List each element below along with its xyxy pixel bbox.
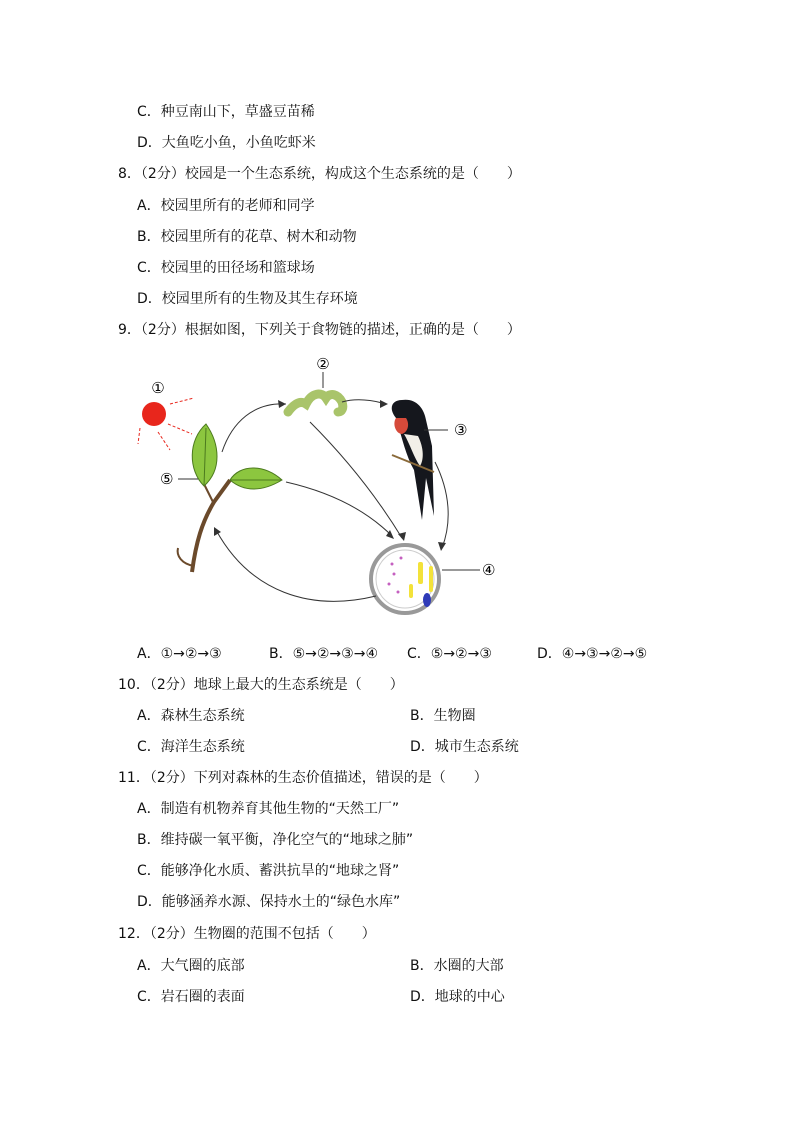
caterpillar-icon (288, 394, 343, 412)
q9-option-a[interactable]: A．①→②→③ (137, 646, 222, 662)
q10-option-b[interactable]: B．生物圈 (410, 708, 476, 724)
question-9-stem: 9．（2分）根据如图，下列关于食物链的描述，正确的是（ ） (118, 322, 521, 338)
q11-option-d[interactable]: D．能够涵养水源、保持水土的“绿色水库” (137, 894, 401, 910)
question-11-stem: 11．（2分）下列对森林的生态价值描述，错误的是（ ） (118, 770, 488, 786)
decomposers-circle-icon (371, 545, 439, 613)
q12-option-a[interactable]: A．大气圈的底部 (137, 958, 245, 974)
option-d-prev[interactable]: D．大鱼吃小鱼，小鱼吃虾米 (137, 135, 316, 151)
label-1: ① (151, 379, 165, 397)
label-4: ④ (482, 561, 496, 579)
q10-option-d[interactable]: D．城市生态系统 (410, 739, 519, 755)
q9-option-b[interactable]: B．⑤→②→③→④ (269, 646, 378, 662)
food-chain-diagram (130, 352, 530, 622)
q8-option-d[interactable]: D．校园里所有的生物及其生存环境 (137, 291, 358, 307)
option-c-prev[interactable]: C．种豆南山下，草盛豆苗稀 (137, 104, 315, 120)
q10-option-a[interactable]: A．森林生态系统 (137, 708, 245, 724)
label-3: ③ (454, 421, 468, 439)
q12-option-b[interactable]: B．水圈的大部 (410, 958, 504, 974)
q9-option-d[interactable]: D．④→③→②→⑤ (537, 646, 648, 662)
label-5: ⑤ (160, 470, 174, 488)
leader-lines (178, 372, 480, 570)
q8-option-a[interactable]: A．校园里所有的老师和同学 (137, 198, 315, 214)
swallow-bird-icon (392, 400, 434, 520)
sun-icon (138, 398, 194, 450)
q10-option-c[interactable]: C．海洋生态系统 (137, 739, 245, 755)
question-10-stem: 10．（2分）地球上最大的生态系统是（ ） (118, 677, 404, 693)
q11-option-c[interactable]: C．能够净化水质、蓄洪抗旱的“地球之肾” (137, 863, 400, 879)
label-2: ② (316, 355, 330, 373)
q8-option-b[interactable]: B．校园里所有的花草、树木和动物 (137, 229, 357, 245)
plant-icon (178, 424, 282, 572)
q11-option-a[interactable]: A．制造有机物养育其他生物的“天然工厂” (137, 801, 400, 817)
question-12-stem: 12．（2分）生物圈的范围不包括（ ） (118, 926, 376, 942)
q12-option-c[interactable]: C．岩石圈的表面 (137, 989, 245, 1005)
q9-option-c[interactable]: C．⑤→②→③ (407, 646, 492, 662)
q8-option-c[interactable]: C．校园里的田径场和篮球场 (137, 260, 315, 276)
q12-option-d[interactable]: D．地球的中心 (410, 989, 505, 1005)
q11-option-b[interactable]: B．维持碳一氧平衡，净化空气的“地球之肺” (137, 832, 414, 848)
question-8-stem: 8．（2分）校园是一个生态系统，构成这个生态系统的是（ ） (118, 166, 521, 182)
